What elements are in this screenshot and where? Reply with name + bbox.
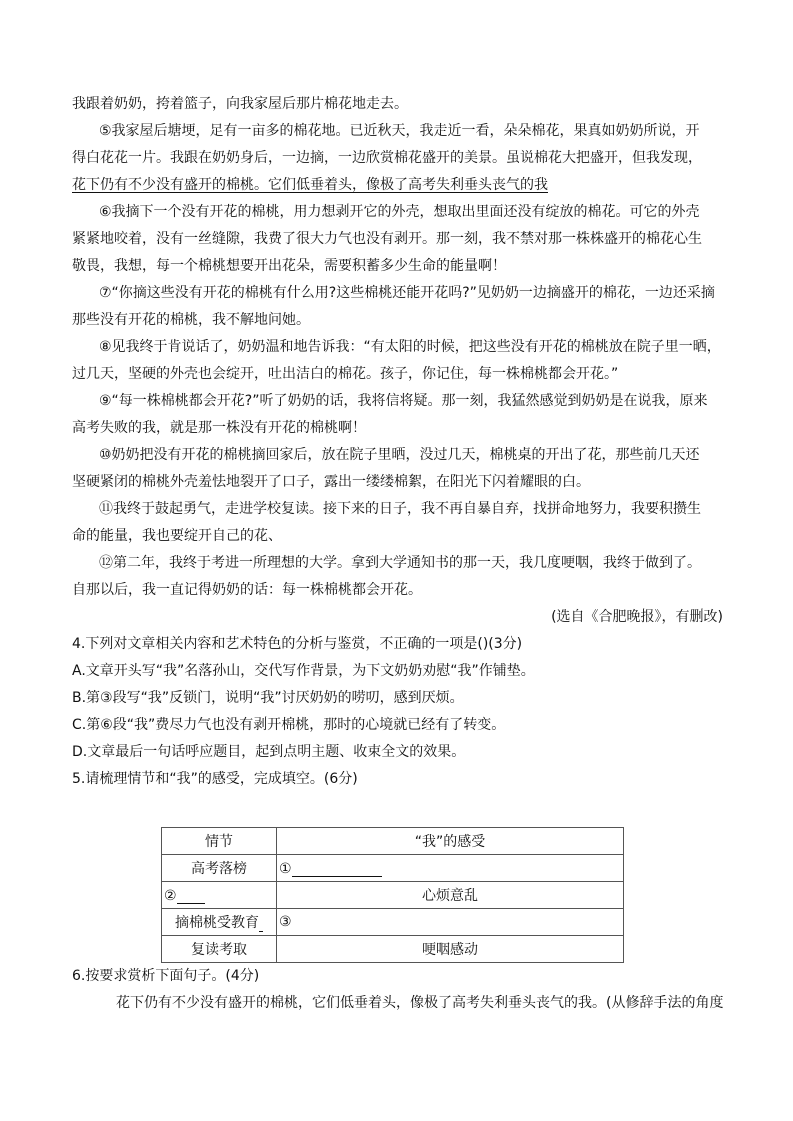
plot-feeling-table	[161, 827, 624, 963]
paragraph-line: 敬畏，我想，每一个棉桃想要开出花朵，需要积蓄多少生命的能量啊！	[72, 258, 506, 274]
underlined-sentence: 花下仍有不少没有盛开的棉桃。它们低垂着头，像极了高考失利垂头丧气的我	[72, 177, 548, 193]
paragraph-line: 高考失败的我，就是那一株没有开花的棉桃啊！	[72, 420, 366, 436]
paragraph-line: ⑫第二年，我终于考进一所理想的大学。拿到大学通知书的那一天，我几度哽咽，我终于做到了。	[99, 555, 701, 571]
table-cell: 高考落榜	[162, 855, 277, 882]
table-header-cell: 情节	[162, 828, 277, 855]
table-row	[162, 909, 624, 936]
table-cell	[162, 909, 277, 936]
paragraph-line: 命的能量，我也要绽开自己的花、	[72, 528, 282, 544]
table-header-cell: “我”的感受	[277, 828, 624, 855]
paragraph-line: 那些没有开花的棉桃，我不解地问她。	[72, 312, 310, 328]
table-cell: 哽咽感动	[277, 936, 624, 963]
paragraph-line: 我跟着奶奶，挎着篮子，向我家屋后那片棉花地走去。	[72, 96, 408, 112]
table-header-row	[162, 828, 624, 855]
blank-underline	[259, 915, 263, 932]
source-attribution: (选自《合肥晚报》，有删改)	[551, 609, 723, 625]
question-5-stem: 5.请梳理情节和“我”的感受，完成填空。(6分)	[72, 771, 358, 787]
question-4-option-b: B.第③段写“我”反锁门，说明“我”讨厌奶奶的唠叨，感到厌烦。	[72, 690, 464, 706]
table-cell: 复读考取	[162, 936, 277, 963]
question-4-option-d: D.文章最后一句话呼应题目，起到点明主题、收束全文的效果。	[72, 744, 466, 760]
table-cell-text: 摘棉桃受教育	[175, 915, 259, 931]
question-4-option-a: A.文章开头写“我”名落孙山，交代写作背景，为下文奶奶劝慰“我”作铺垫。	[72, 663, 535, 679]
table-row	[162, 936, 624, 963]
question-6-stem: 6.按要求赏析下面句子。(4分)	[72, 968, 260, 984]
paragraph-line: ⑪我终于鼓起勇气，走进学校复读。接下来的日子，我不再自暴自弃，找拼命地努力，我要积攒生	[99, 501, 701, 517]
blank-marker: ②	[164, 887, 177, 904]
blank-underline	[177, 887, 205, 904]
question-4-option-c: C.第⑥段“我”费尽力气也没有剥开棉桃，那时的心境就已经有了转变。	[72, 717, 506, 733]
paragraph-line: ⑤我家屋后塘埂，足有一亩多的棉花地。已近秋天，我走近一看，朵朵棉花，果真如奶奶所说，开	[99, 123, 700, 139]
table-cell: 心烦意乱	[277, 882, 624, 909]
paragraph-line: ⑥我摘下一个没有开花的棉桃，用力想剥开它的外壳，想取出里面还没有绽放的棉花。可它的外壳	[99, 204, 700, 220]
paragraph-line: 过几天，坚硬的外壳也会绽开，吐出洁白的棉花。孩子，你记住，每一株棉桃都会开花。”	[72, 366, 619, 382]
table-row	[162, 882, 624, 909]
question-4-stem: 4.下列对文章相关内容和艺术特色的分析与鉴赏，不正确的一项是()(3分)	[72, 636, 523, 652]
paragraph-line: 得白花花一片。我跟在奶奶身后，一边摘，一边欣赏棉花盛开的美景。虽说棉花大把盛开，但我发现，	[72, 150, 702, 166]
question-6-sentence: 花下仍有不少没有盛开的棉桃，它们低垂着头，像极了高考失利垂头丧气的我。(从修辞手法的角度	[116, 995, 724, 1011]
blank-underline	[292, 860, 382, 877]
paragraph-line: 紧紧地咬着，没有一丝缝隙，我费了很大力气也没有剥开。那一刻，我不禁对那一株株盛开的棉花心生	[72, 231, 702, 247]
table-row	[162, 855, 624, 882]
paragraph-line: 坚硬紧闭的棉桃外壳羞怯地裂开了口子，露出一缕缕棉絮，在阳光下闪着耀眼的白。	[72, 474, 590, 490]
paragraph-line: ⑦“你摘这些没有开花的棉桃有什么用?这些棉桃还能开花吗?”见奶奶一边摘盛开的棉花，一边还采摘	[99, 285, 715, 301]
paragraph-line: ⑩奶奶把没有开花的棉桃摘回家后，放在院子里晒，没过几天，棉桃桌的开出了花，那些前几天还	[99, 447, 700, 463]
paragraph-line: 自那以后，我一直记得奶奶的话：每一株棉桃都会开花。	[72, 582, 422, 598]
blank-marker: ①	[279, 860, 292, 877]
answer-blank-3[interactable]	[277, 909, 624, 936]
answer-blank-2[interactable]	[162, 882, 277, 909]
paragraph-line: ⑧见我终于肯说话了，奶奶温和地告诉我：“有太阳的时候，把这些没有开花的棉桃放在院子里一晒，	[99, 339, 721, 355]
paragraph-line: ⑨“每一株棉桃都会开花?”听了奶奶的话，我将信将疑。那一刻，我猛然感觉到奶奶是在说我，原来	[99, 393, 708, 409]
answer-blank-1[interactable]	[277, 855, 624, 882]
blank-marker: ③	[279, 914, 292, 930]
